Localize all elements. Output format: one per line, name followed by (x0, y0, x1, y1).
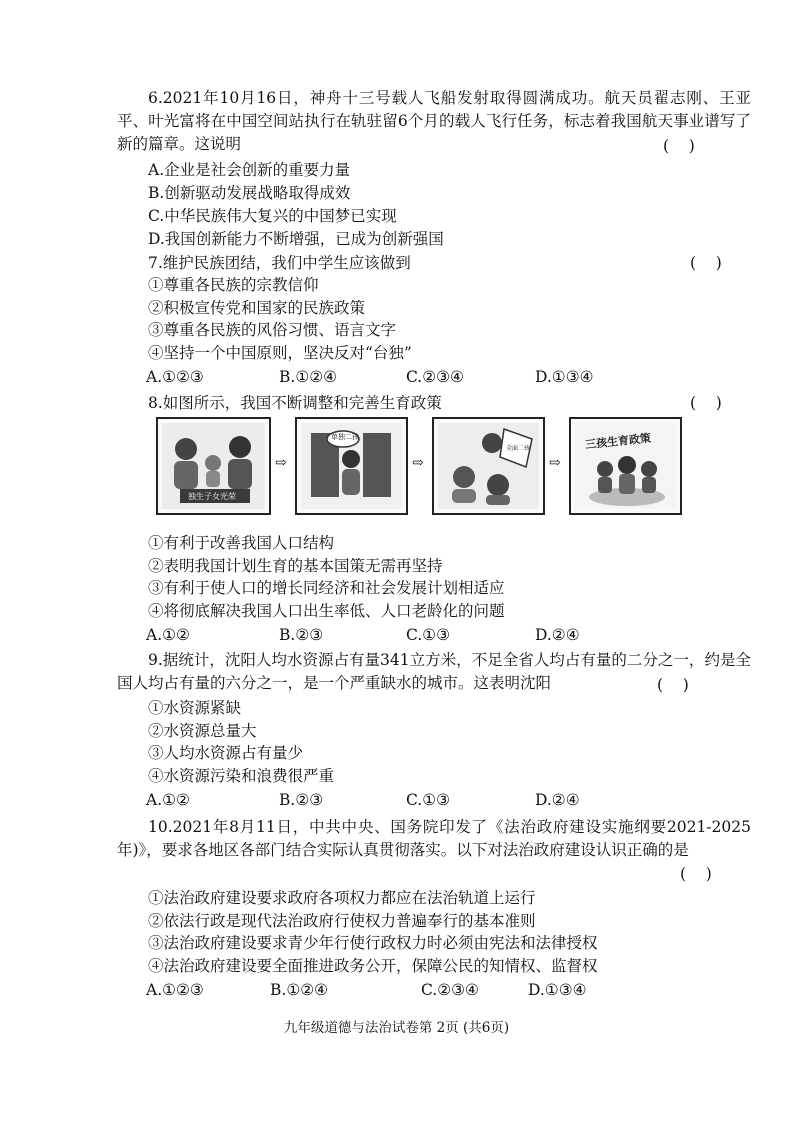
q6-option-d[interactable]: D.我国创新能力不断增强，已成为创新强国 (148, 230, 444, 248)
q8-answer-paren[interactable]: ( ) (690, 394, 722, 412)
q9-option-b[interactable]: B.②③ (279, 791, 324, 809)
arrow-icon: ⇨ (275, 455, 287, 471)
q6-stem: 6.2021年10月16日，神舟十三号载人飞船发射取得圆满成功。航天员翟志刚、王亚平、叶光富将在中国空间站执行在轨驻留6个月的载人飞行任务，标志着我国航天事业谱写了新的篇章。这说明 (117, 89, 751, 153)
q10-answer-paren[interactable]: ( ) (680, 865, 712, 883)
q6-option-c[interactable]: C.中华民族伟大复兴的中国梦已实现 (148, 207, 397, 225)
q7-option-b[interactable]: B.①②④ (279, 368, 338, 386)
q8-statement-3: ③有利于使人口的增长同经济和社会发展计划相适应 (148, 579, 505, 597)
q7-statement-4: ④坚持一个中国原则，坚决反对“台独” (148, 344, 412, 362)
q8-option-c[interactable]: C.①③ (406, 626, 451, 644)
q10-stem: 10.2021年8月11日，中共中央、国务院印发了《法治政府建设实施纲要2021-2025年)》，要求各地区各部门结合实际认真贯彻落实。以下对法治政府建设认识正确的是 (117, 818, 751, 859)
q7-statement-3: ③尊重各民族的风俗习惯、语言文字 (148, 321, 397, 339)
q7-answer-paren[interactable]: ( ) (690, 254, 722, 272)
arrow-icon: ⇨ (412, 455, 424, 471)
q9-option-d[interactable]: D.②④ (535, 791, 580, 809)
q10-statement-1: ①法治政府建设要求政府各项权力都应在法治轨道上运行 (148, 889, 536, 907)
q9-answer-paren[interactable]: ( ) (657, 676, 689, 694)
arrow-icon: ⇨ (549, 455, 561, 471)
q10-statement-2: ②依法行政是现代法治政府行使权力普遍奉行的基本准则 (148, 912, 536, 930)
q6-option-b[interactable]: B.创新驱动发展战略取得成效 (148, 184, 351, 202)
policy-image-two-child-universal (432, 417, 545, 515)
q9-statement-4: ④水资源污染和浪费很严重 (148, 767, 335, 785)
q9-statement-2: ②水资源总量大 (148, 722, 257, 740)
q8-statement-4: ④将彻底解决我国人口出生率低、人口老龄化的问题 (148, 602, 505, 620)
q10-option-b[interactable]: B.①②④ (270, 981, 329, 999)
q7-option-c[interactable]: C.②③④ (406, 368, 464, 386)
q10-statement-4: ④法治政府建设要全面推进政务公开，保障公民的知情权、监督权 (148, 957, 598, 975)
q9-option-c[interactable]: C.①③ (406, 791, 451, 809)
q8-statement-1: ①有利于改善我国人口结构 (148, 534, 335, 552)
q8-option-d[interactable]: D.②④ (535, 626, 580, 644)
q8-statement-2: ②表明我国计划生育的基本国策无需再坚持 (148, 557, 443, 575)
q10-option-d[interactable]: D.①③④ (528, 981, 587, 999)
q7-option-a[interactable]: A.①②③ (146, 368, 204, 386)
q9-stem: 9.据统计，沈阳人均水资源占有量341立方米，不足全省人均占有量的二分之一，约是全国人均占有量的六分之一，是一个严重缺水的城市。这表明沈阳 (117, 651, 751, 692)
q7-statement-1: ①尊重各民族的宗教信仰 (148, 276, 319, 294)
q8-option-a[interactable]: A.①② (146, 626, 190, 644)
policy-caption-1: 独生子女光荣 (188, 492, 236, 501)
policy-image-two-child-single (295, 417, 408, 515)
q7-statement-2: ②积极宣传党和国家的民族政策 (148, 299, 366, 317)
policy-image-three-child (569, 417, 682, 515)
q10-statement-3: ③法治政府建设要求青少年行使行政权力时必须由宪法和法律授权 (148, 934, 598, 952)
policy-caption-3: 全面二孩 (506, 445, 531, 452)
q10-option-c[interactable]: C.②③④ (421, 981, 479, 999)
q8-option-b[interactable]: B.②③ (279, 626, 324, 644)
q9-option-a[interactable]: A.①② (146, 791, 190, 809)
q9-statement-3: ③人均水资源占有量少 (148, 744, 304, 762)
policy-caption-4: 三孩生育政策 (584, 431, 652, 452)
q10-option-a[interactable]: A.①②③ (146, 981, 204, 999)
q6-answer-paren[interactable]: ( ) (663, 137, 695, 155)
q7-option-d[interactable]: D.①③④ (535, 368, 594, 386)
q8-stem: 8.如图所示，我国不断调整和完善生育政策 (148, 394, 442, 412)
page-footer: 九年级道德与法治试卷第 2页 (共6页) (283, 1020, 510, 1036)
policy-image-one-child (156, 417, 271, 515)
q6-option-a[interactable]: A.企业是社会创新的重要力量 (148, 161, 351, 179)
q7-stem: 7.维护民族团结，我们中学生应该做到 (148, 254, 411, 272)
q9-statement-1: ①水资源紧缺 (148, 699, 242, 717)
policy-caption-2: 单独二孩 (331, 433, 359, 441)
